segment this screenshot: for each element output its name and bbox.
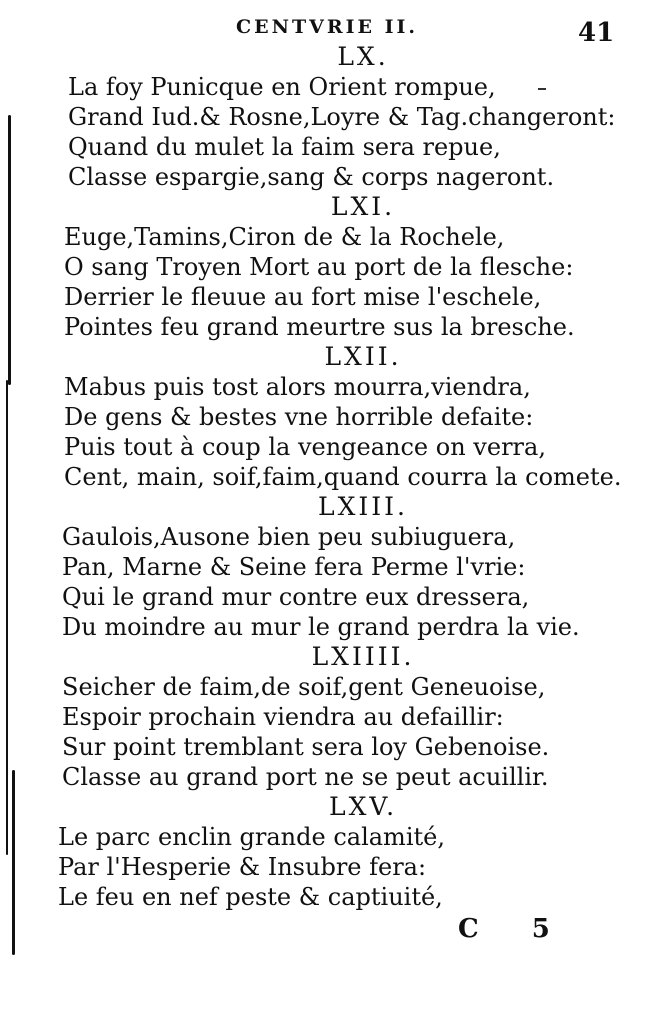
stanza-lxi: [58, 192, 638, 342]
stanza-number: LXI.: [330, 192, 396, 221]
verse-line: Puis tout à coup la vengeance on verra,: [64, 433, 546, 461]
verse-line: Le feu en nef peste & captiuité,: [58, 883, 443, 911]
margin-rule-upper: [8, 115, 11, 385]
signature-mark: C 5: [458, 914, 572, 944]
verse-line: Pointes feu grand meurtre sus la bresche.: [64, 313, 575, 341]
verse-line: La foy Punicque en Orient rompue,: [68, 73, 496, 101]
stanza-lxiii: [58, 492, 638, 642]
verse-line: Le parc enclin grande calamité,: [58, 823, 445, 851]
verse-line: O sang Troyen Mort au port de la flesche:: [64, 253, 574, 281]
verse-line: Grand Iud.& Rosne,Loyre & Tag.changeront:: [68, 103, 616, 131]
margin-rule-middle: [6, 380, 8, 855]
verse-line: Seicher de faim,de soif,gent Geneuoise,: [62, 673, 546, 701]
margin-rule-lower: [12, 770, 15, 955]
verse-line: Du moindre au mur le grand perdra la vie.: [62, 613, 580, 641]
verse-line: Par l'Hesperie & Insubre fera:: [58, 853, 427, 881]
stanza-number: LXIIII.: [311, 642, 415, 671]
stanza-number: LX.: [337, 42, 389, 71]
stanza-number: LXV.: [328, 792, 398, 821]
verse-line: Espoir prochain viendra au defaillir:: [62, 703, 504, 731]
verse-line: Quand du mulet la faim sera repue,: [68, 133, 501, 161]
verse-line: Gaulois,Ausone bien peu subiuguera,: [62, 523, 516, 551]
stanza-lxv: [58, 792, 638, 912]
stanza-lxii: [58, 342, 638, 492]
verse-line: Pan, Marne & Seine fera Perme l'vrie:: [62, 553, 526, 581]
verse-line: Cent, main, soif,faim,quand courra la comete.: [64, 463, 622, 491]
stanza-lxiiii: [58, 642, 638, 792]
verse-line: Classe espargie,sang & corps nageront.: [68, 163, 555, 191]
page-number: 41: [578, 18, 615, 48]
stanza-number: LXII.: [324, 342, 402, 371]
stanza-lx: [58, 42, 638, 192]
verse-block: [58, 42, 638, 912]
verse-line: De gens & bestes vne horrible defaite:: [64, 403, 534, 431]
verse-line: Classe au grand port ne se peut acuillir.: [62, 763, 549, 791]
verse-line: Qui le grand mur contre eux dressera,: [62, 583, 530, 611]
running-head: CENTVRIE II.: [236, 16, 419, 38]
verse-line: Sur point tremblant sera loy Gebenoise.: [62, 733, 550, 761]
verse-line: Mabus puis tost alors mourra,viendra,: [64, 373, 531, 401]
stanza-number: LXIII.: [318, 492, 408, 521]
verse-line: Euge,Tamins,Ciron de & la Rochele,: [64, 223, 505, 251]
page-header: [0, 10, 660, 46]
verse-line: Derrier le fleuue au fort mise l'eschele,: [64, 283, 542, 311]
